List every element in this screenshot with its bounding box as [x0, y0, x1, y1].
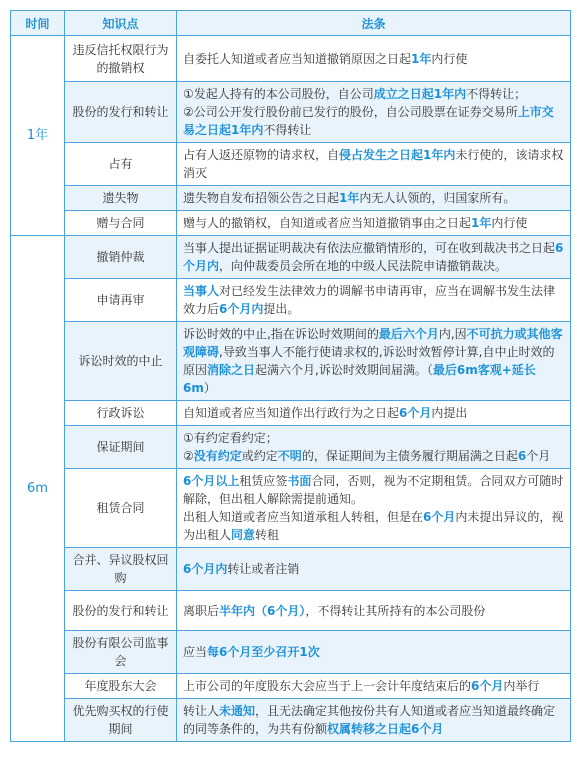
- topic-cell: 股份的发行和转让: [65, 591, 177, 631]
- topic-cell: 股份有限公司监事会: [65, 631, 177, 674]
- topic-cell: 遗失物: [65, 186, 177, 211]
- highlight-text: 权属转移之日起6个月: [327, 722, 444, 736]
- law-cell: 离职后半年内（6个月），不得转让其所持有的本公司股份: [177, 591, 571, 631]
- table-row: [11, 631, 571, 674]
- law-cell: 上市公司的年度股东大会应当于上一会计年度结束后的6个月内举行: [177, 674, 571, 699]
- table-row: [11, 186, 571, 211]
- highlight-text: 6: [517, 449, 527, 463]
- highlight-text: 6个月内: [183, 562, 228, 576]
- highlight-text: 6个月: [471, 679, 504, 693]
- highlight-text: 6个月内: [219, 302, 264, 316]
- topic-cell: 保证期间: [65, 426, 177, 469]
- law-cell: 转让人未通知，且无法确定其他按份共有人知道或者应当知道最终确定的同等条件的，为共有份额权属转移之日起6个月: [177, 699, 571, 742]
- header-topic: 知识点: [65, 11, 177, 36]
- topic-cell: 股份的发行和转让: [65, 82, 177, 143]
- table-row: [11, 322, 571, 401]
- highlight-text: 6个月以上: [183, 474, 240, 488]
- topic-cell: 行政诉讼: [65, 401, 177, 426]
- highlight-text: 最后6m客观+延长6m: [183, 363, 536, 395]
- table-row: [11, 674, 571, 699]
- highlight-text: 1年: [339, 191, 360, 205]
- table-row: [11, 211, 571, 236]
- law-cell: 应当每6个月至少召开1次: [177, 631, 571, 674]
- topic-cell: 赠与合同: [65, 211, 177, 236]
- table-row: [11, 426, 571, 469]
- highlight-text: 消除之日: [207, 363, 256, 377]
- table-row: [11, 469, 571, 548]
- highlight-text: 1年: [471, 216, 492, 230]
- highlight-text: 6个月: [423, 510, 456, 524]
- time-cell: 6m: [11, 236, 65, 742]
- table-row: [11, 82, 571, 143]
- table-row: [11, 699, 571, 742]
- highlight-text: 未通知: [219, 704, 256, 718]
- law-cell: ①有约定看约定； ②没有约定或约定不明的，保证期间为主债务履行期届满之日起6个月: [177, 426, 571, 469]
- law-cell: 遗失物自发布招领公告之日起1年内无人认领的，归国家所有。: [177, 186, 571, 211]
- time-cell: 1年: [11, 36, 65, 236]
- header-law: 法条: [177, 11, 571, 36]
- table-row: [11, 548, 571, 591]
- law-cell: ①发起人持有的本公司股份，自公司成立之日起1年内不得转让； ②公司公开发行股份前已发行的股份，自公司股票在证券交易所上市交易之日起1年内不得转让: [177, 82, 571, 143]
- table-row: [11, 143, 571, 186]
- highlight-text: 最后六个月: [378, 327, 439, 341]
- law-cell: 当事人对已经发生法律效力的调解书申请再审，应当在调解书发生法律效力后6个月内提出。: [177, 279, 571, 322]
- table-row: [11, 279, 571, 322]
- topic-cell: 占有: [65, 143, 177, 186]
- law-cell: 6个月以上租赁应签书面合同，否则，视为不定期租赁。合同双方可随时解除，但出租人解除需提前通知。 出租人知道或者应当知道承租人转租，但是在6个月内未提出异议的，视为出租人同意转租: [177, 469, 571, 548]
- topic-cell: 撤销仲裁: [65, 236, 177, 279]
- highlight-text: 上市交易之日起1年内: [183, 105, 554, 137]
- law-cell: 自委托人知道或者应当知道撤销原因之日起1年内行使: [177, 36, 571, 82]
- highlight-text: 书面: [287, 474, 312, 488]
- law-cell: 6个月内转让或者注销: [177, 548, 571, 591]
- topic-cell: 优先购买权的行使期间: [65, 699, 177, 742]
- table-row: [11, 401, 571, 426]
- highlight-text: 侵占发生之日起1年内: [339, 148, 456, 162]
- law-cell: 当事人提出证据证明裁决有依法应撤销情形的，可在收到裁决书之日起6个月内，向仲裁委员会所在地的中级人民法院申请撤销裁决。: [177, 236, 571, 279]
- law-cell: 占有人返还原物的请求权，自侵占发生之日起1年内未行使的，该请求权消灭: [177, 143, 571, 186]
- table-row: [11, 591, 571, 631]
- highlight-text: 6个月: [399, 406, 432, 420]
- law-cell: 赠与人的撤销权，自知道或者应当知道撤销事由之日起1年内行使: [177, 211, 571, 236]
- topic-cell: 申请再审: [65, 279, 177, 322]
- highlight-text: 没有约定: [193, 449, 242, 463]
- table-row: [11, 236, 571, 279]
- law-table: [10, 10, 571, 742]
- table-row: [11, 36, 571, 82]
- header-time: 时间: [11, 11, 65, 36]
- topic-cell: 年度股东大会: [65, 674, 177, 699]
- header-row: [11, 11, 571, 36]
- highlight-text: 每6个月至少召开1次: [207, 645, 320, 659]
- law-cell: 自知道或者应当知道作出行政行为之日起6个月内提出: [177, 401, 571, 426]
- topic-cell: 诉讼时效的中止: [65, 322, 177, 401]
- highlight-text: 同意: [231, 528, 256, 542]
- highlight-text: 半年内（6个月）: [219, 603, 306, 618]
- highlight-text: 不明: [277, 449, 302, 463]
- law-cell: 诉讼时效的中止,指在诉讼时效期间的最后六个月内,因不可抗力或其他客观障碍,导致当事人不能行使请求权的,诉讼时效暂停计算,自中止时效的原因消除之日起满六个月,诉讼时效期间届满。（最后6m客观+延长6m）: [177, 322, 571, 401]
- highlight-text: 当事人: [183, 284, 220, 298]
- highlight-text: 6个月内: [183, 241, 564, 273]
- highlight-text: 成立之日起1年内: [373, 87, 467, 101]
- topic-cell: 违反信托权限行为的撤销权: [65, 36, 177, 82]
- highlight-text: 1年: [411, 51, 432, 66]
- highlight-text: 不可抗力或其他客观障碍: [183, 327, 563, 359]
- topic-cell: 租赁合同: [65, 469, 177, 548]
- topic-cell: 合并、异议股权回购: [65, 548, 177, 591]
